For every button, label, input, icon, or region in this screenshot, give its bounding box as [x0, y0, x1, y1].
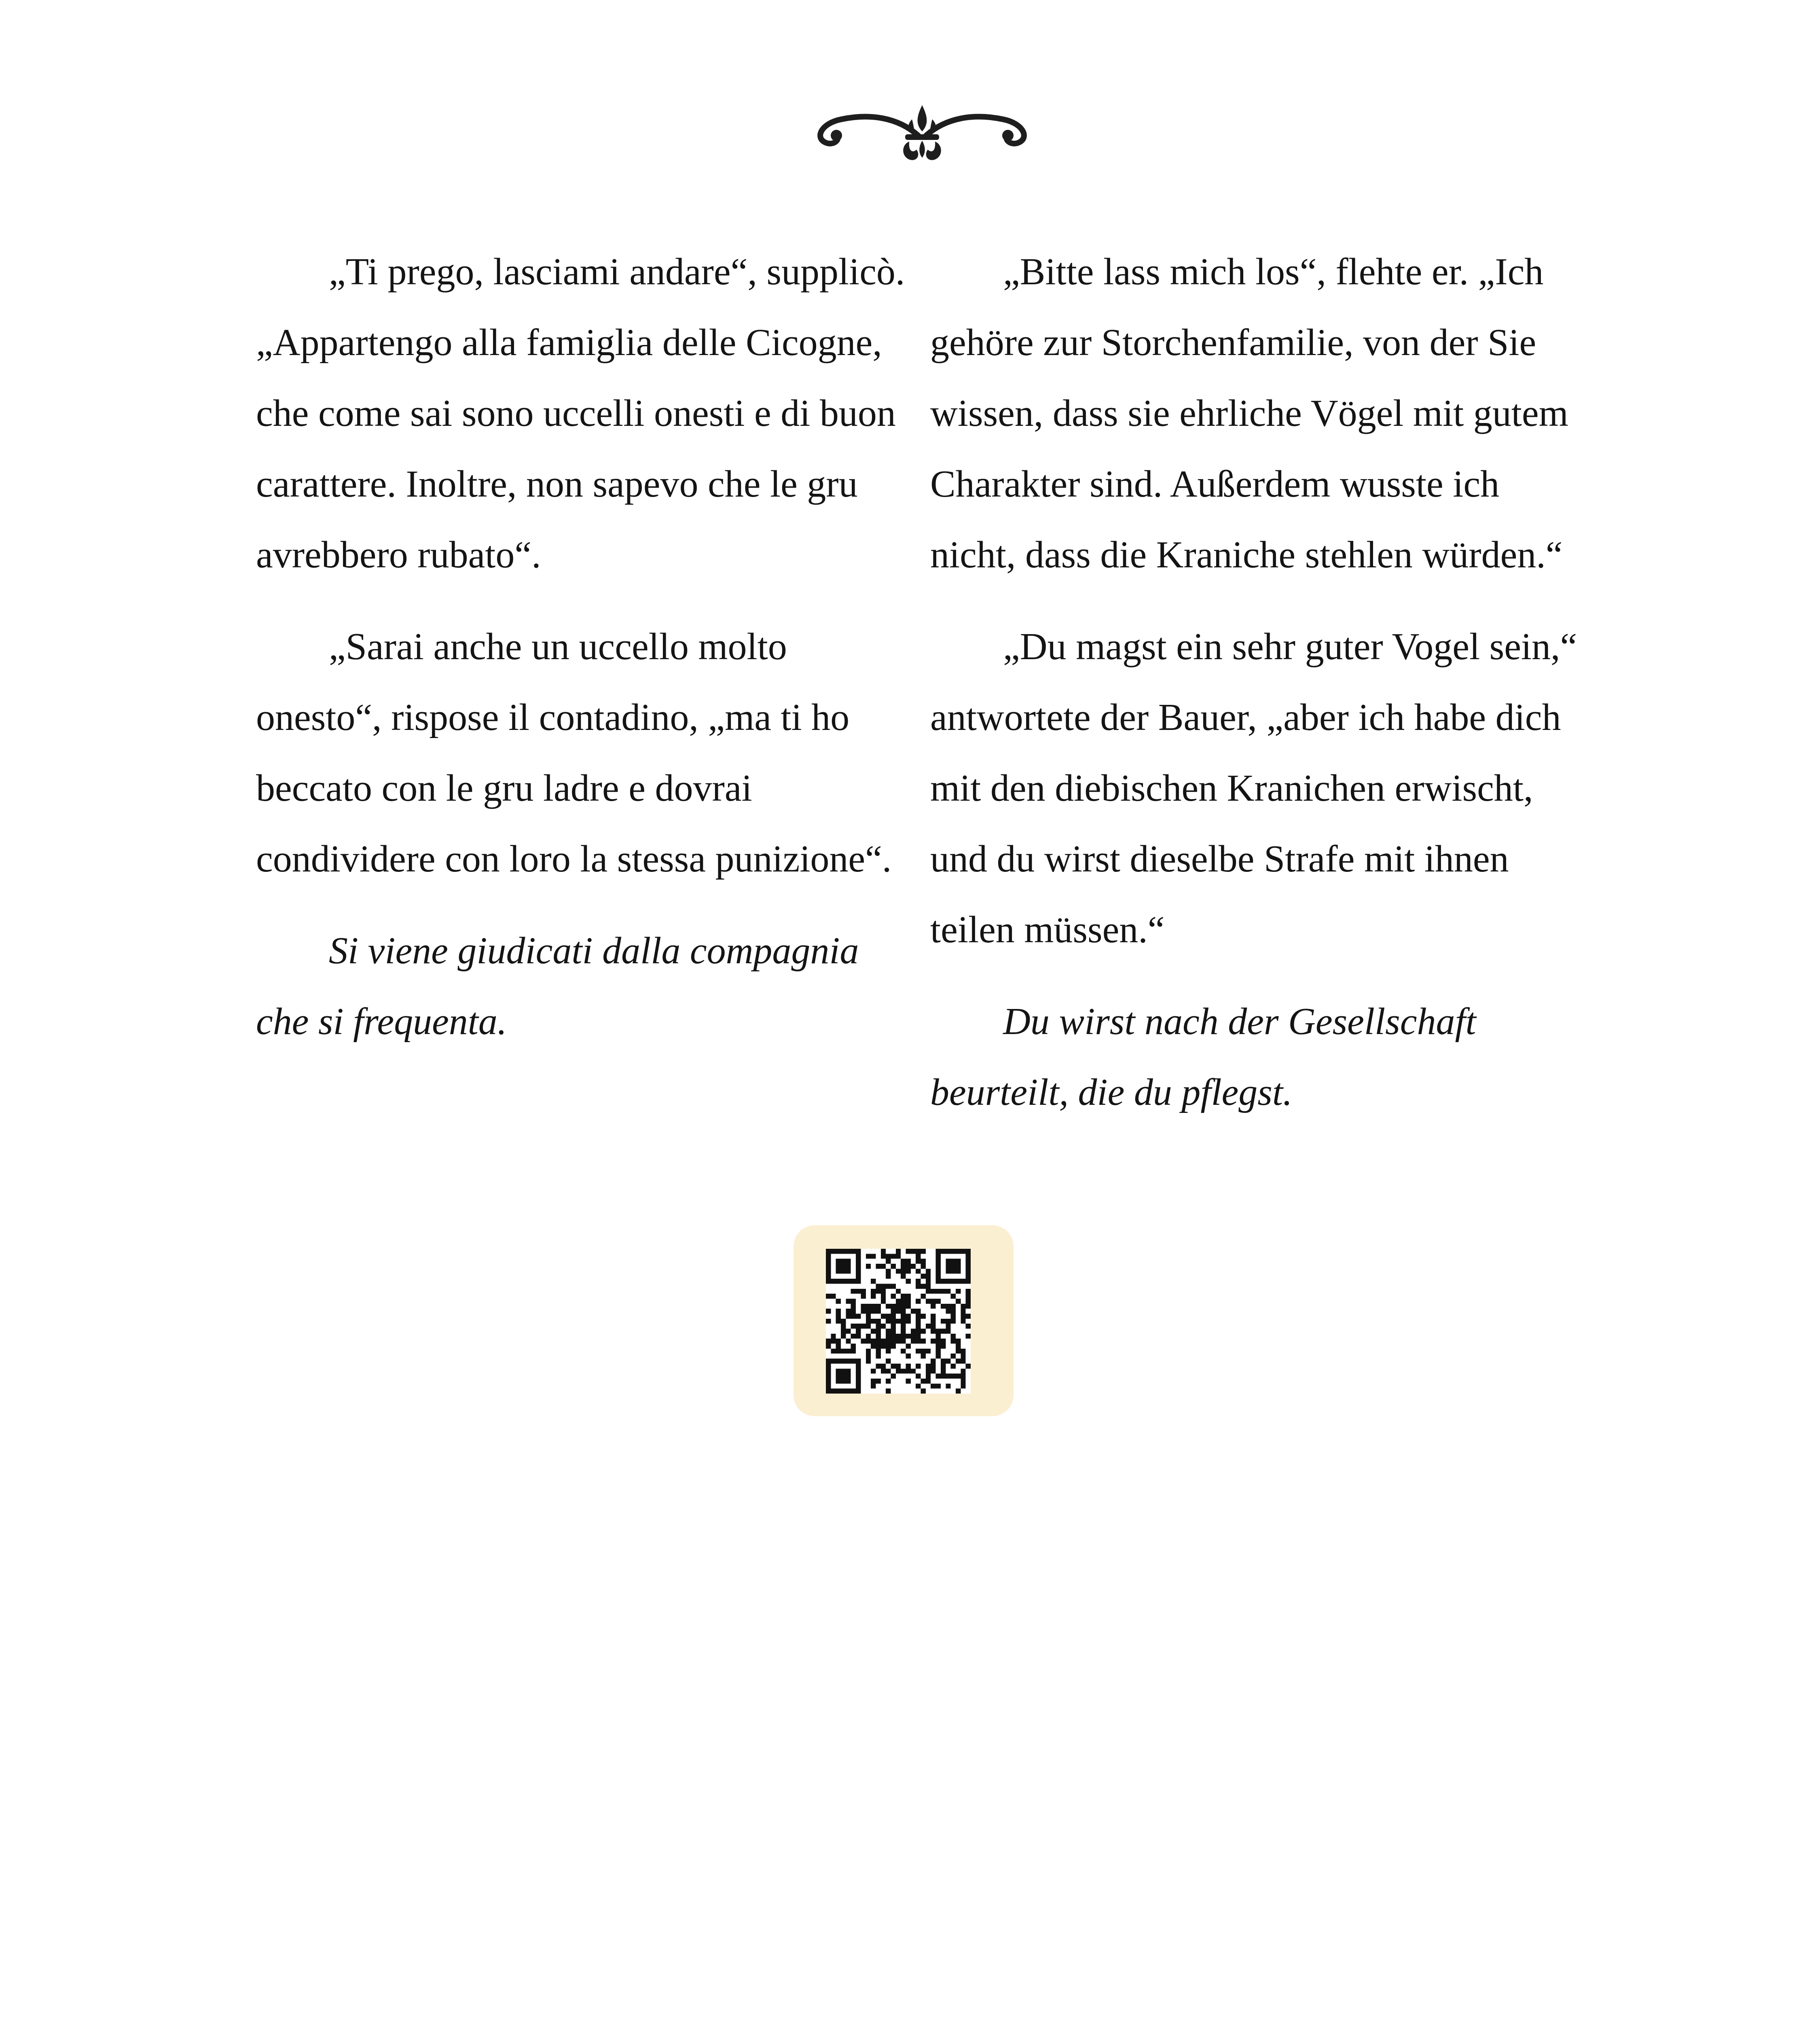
qr-code-icon[interactable] — [826, 1249, 971, 1394]
german-paragraph-plea: „Bitte lass mich los“, flehte er. „Ich gehöre zur Storchenfamilie, von der Sie wissen, dass sie ehrliche Vögel mit gutem Charakter sind. Außerdem wusste ich nicht, dass die Kraniche stehlen würden.“ — [930, 251, 1568, 576]
flourish-scroll-icon — [809, 97, 1035, 170]
german-paragraph-moral: Du wirst nach der Gesellschaft beurteilt, die du pflegst. — [930, 1000, 1476, 1113]
italian-paragraph-moral: Si viene giudicati dalla compagnia che si frequenta. — [256, 930, 859, 1043]
italian-paragraph-reply: „Sarai anche un uccello molto onesto“, rispose il contadino, „ma ti ho beccato con le gru ladre e dovrai condividere con loro la stessa punizione“. — [256, 626, 892, 880]
italian-paragraph-plea: „Ti prego, lasciami andare“, supplicò. „Appartengo alla famiglia delle Cicogne, che come sai sono uccelli onesti e di buon carattere. Inoltre, non sapevo che le gru avrebbero rubato“. — [256, 251, 905, 576]
qr-code-panel — [794, 1225, 1014, 1416]
german-column — [930, 237, 1585, 1149]
german-paragraph-reply: „Du magst ein sehr guter Vogel sein,“ antwortete der Bauer, „aber ich habe dich mit den diebischen Kranichen erwischt, und du wirst dieselbe Strafe mit ihnen teilen müssen.“ — [930, 626, 1577, 951]
italian-column — [256, 237, 911, 1078]
